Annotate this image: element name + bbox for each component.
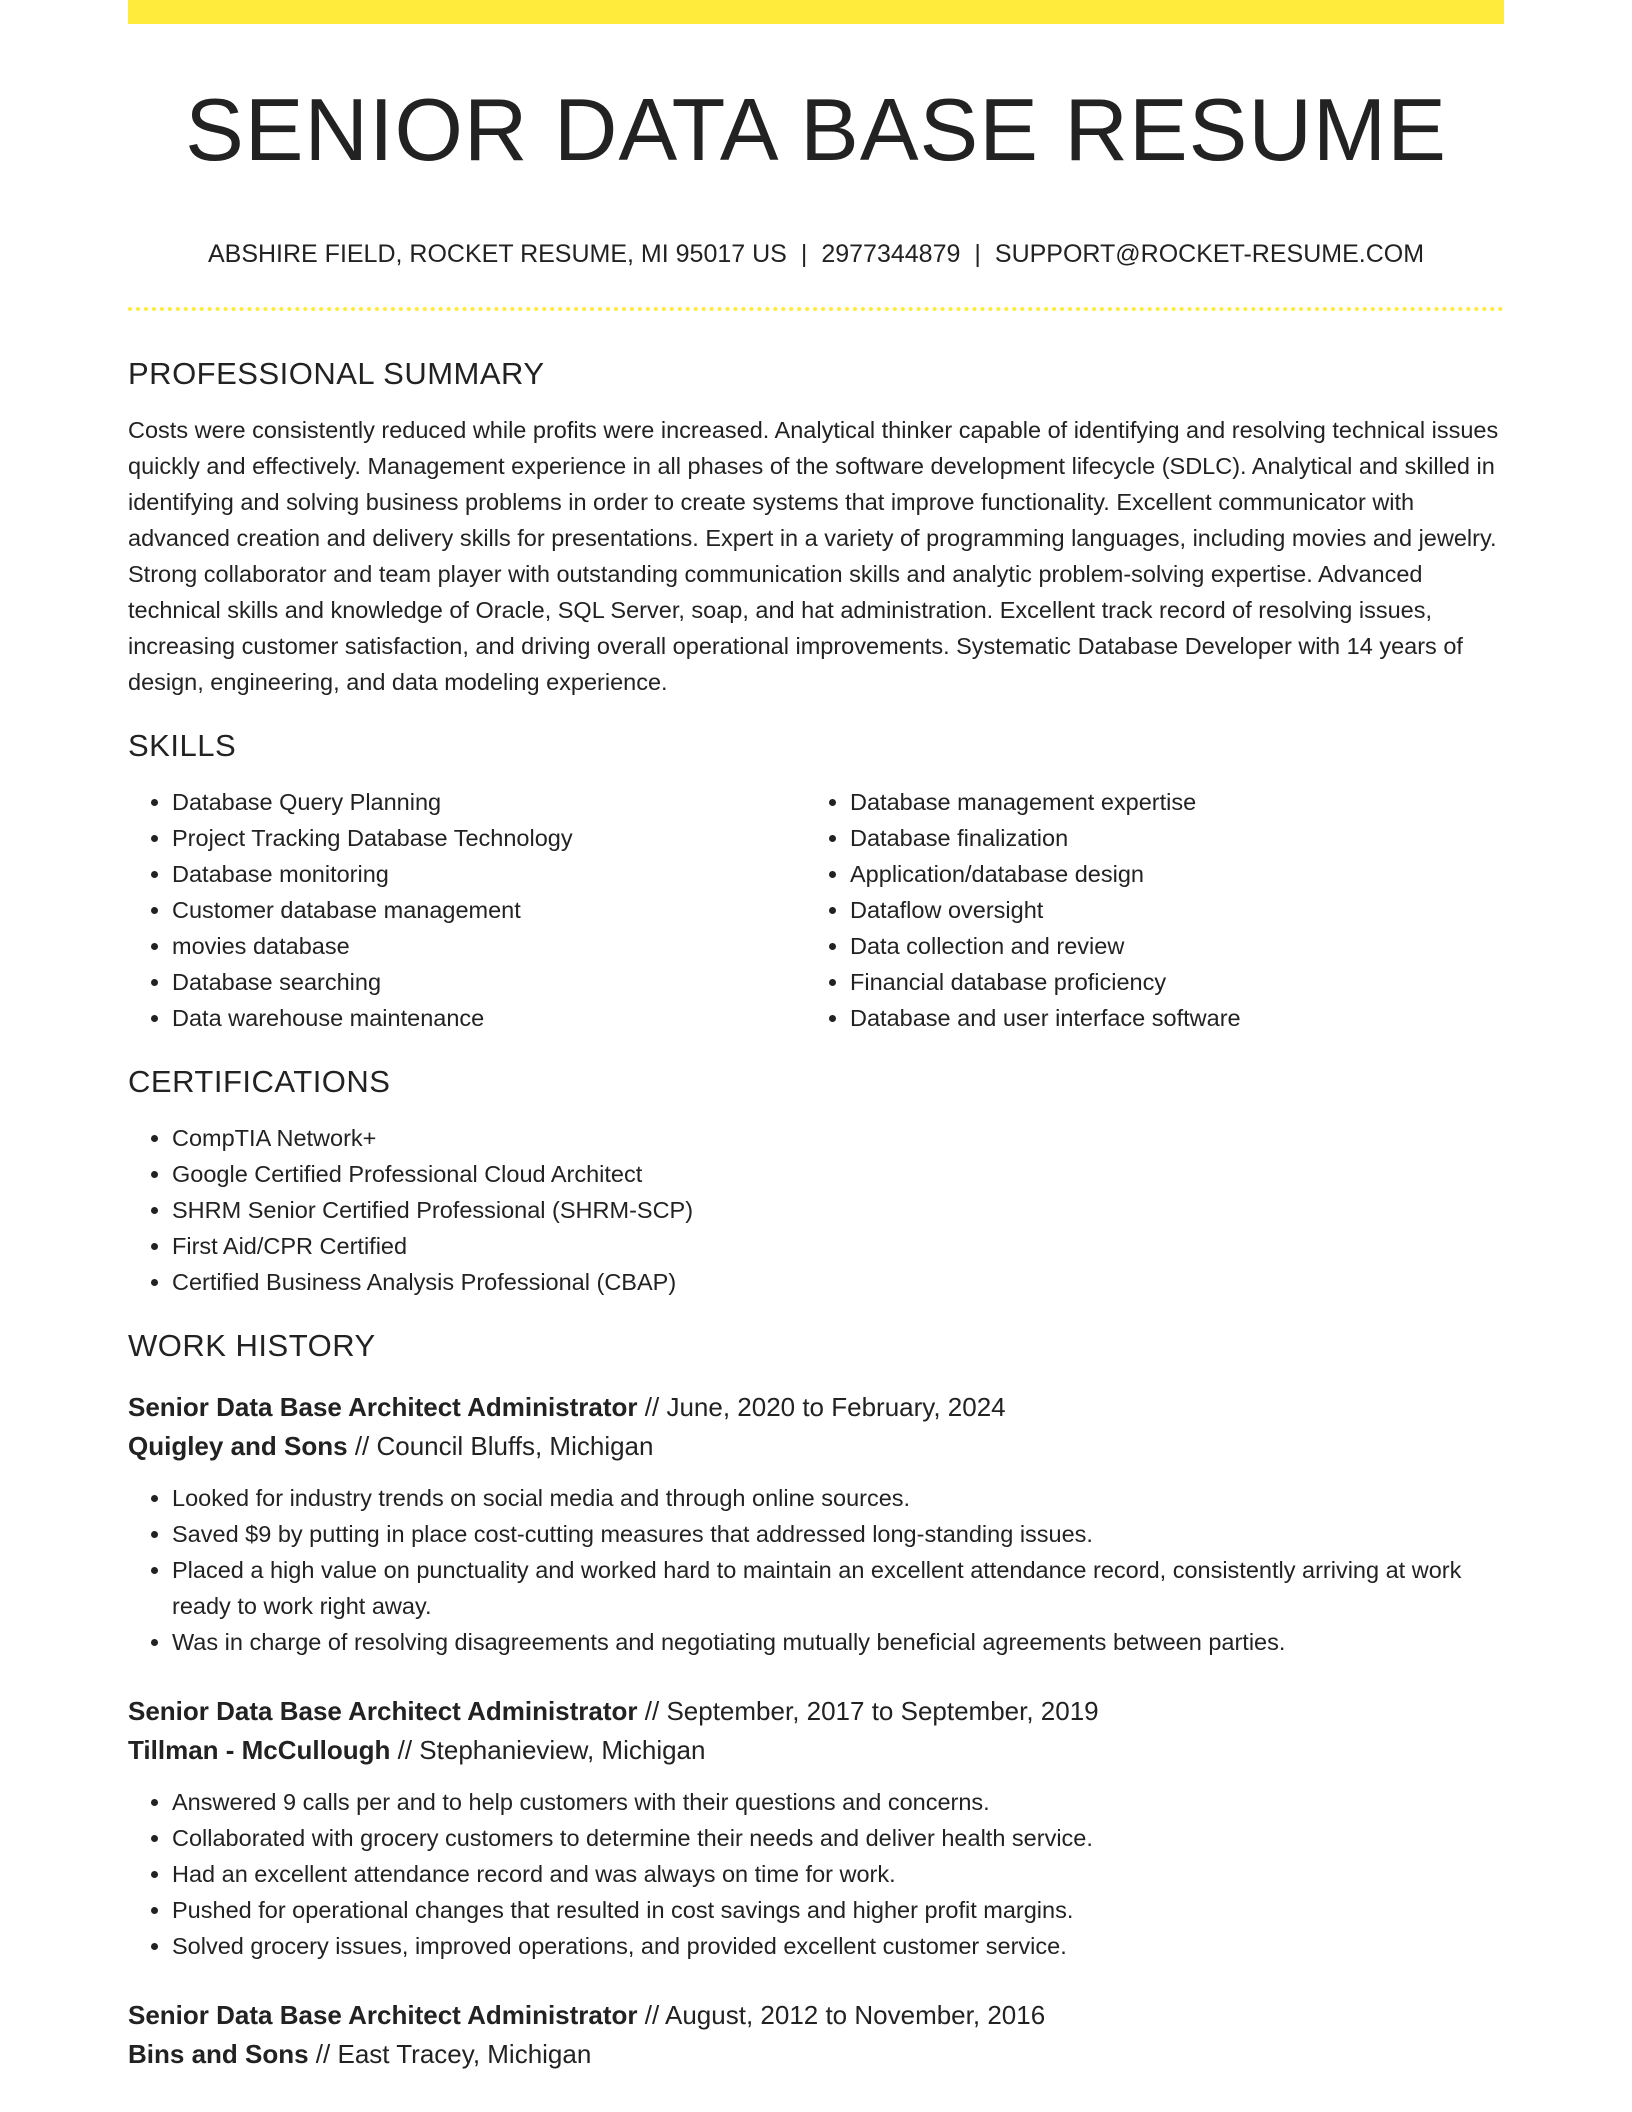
skills-list-left (128, 784, 806, 1036)
skill-item: • Dataflow oversight (850, 892, 1484, 928)
job-bullet: • Answered 9 calls per and to help customers with their questions and concerns. (172, 1784, 1504, 1820)
skill-item: • Database finalization (850, 820, 1484, 856)
contact-line (128, 237, 1504, 271)
certification-item: • Certified Business Analysis Professional (CBAP) (172, 1264, 1504, 1300)
job-title-line (128, 1692, 1504, 1731)
skill-item: • Project Tracking Database Technology (172, 820, 806, 856)
skill-item: • Customer database management (172, 892, 806, 928)
job-bullet: • Collaborated with grocery customers to determine their needs and deliver health service. (172, 1820, 1504, 1856)
job-bullet: • Solved grocery issues, improved operations, and provided excellent customer service. (172, 1928, 1504, 1964)
contact-separator: | (974, 240, 981, 268)
contact-separator: | (800, 240, 808, 268)
job-title: Senior Data Base Architect Administrator (128, 1392, 638, 1422)
certifications-list (128, 1120, 1504, 1300)
contact-phone: 2977344879 (821, 240, 961, 268)
job-dates: // September, 2017 to September, 2019 (637, 1696, 1099, 1726)
job-company: Tillman - McCullough (128, 1735, 391, 1765)
resume-content (128, 352, 1504, 2074)
job-dates: // August, 2012 to November, 2016 (637, 2000, 1046, 2030)
skills-list-right (806, 784, 1484, 1036)
work-history-section (128, 1324, 1504, 2074)
job-bullet: • Looked for industry trends on social media and through online sources. (172, 1480, 1504, 1516)
job-entry (128, 1692, 1504, 1964)
job-entry (128, 1388, 1504, 1660)
resume-title: SENIOR DATA BASE RESUME (185, 80, 1447, 179)
contact-address: ABSHIRE FIELD, ROCKET RESUME, MI 95017 US (207, 240, 787, 268)
job-title-line (128, 1388, 1504, 1427)
job-company-line (128, 2035, 1504, 2074)
skill-item: • movies database (172, 928, 806, 964)
skill-item: • Database monitoring (172, 856, 806, 892)
skill-item: • Database searching (172, 964, 806, 1000)
summary-heading: PROFESSIONAL SUMMARY (128, 356, 545, 391)
work-history-heading: WORK HISTORY (128, 1328, 376, 1363)
summary-section (128, 352, 1504, 700)
certification-item: • CompTIA Network+ (172, 1120, 1504, 1156)
summary-text: Costs were consistently reduced while profits were increased. Analytical thinker capable of identifying and resolving technical issues quickly and effectively. Management experience in all phases of the software development lifecycle (SDLC). Analytical and skilled in identifying and solving business problems in order to create systems that improve functionality. Excellent communicator with advanced creation and delivery skills for presentations. Expert in a variety of programming languages, including movies and jewelry. Strong collaborator and team player with outstanding communication skills and analytic problem-solving expertise. Advanced technical skills and knowledge of Oracle, SQL Server, soap, and hat administration. Excellent track record of resolving issues, increasing customer satisfaction, and driving overall operational improvements. Systematic Database Developer with 14 years of design, engineering, and data modeling experience. (128, 417, 1499, 695)
certifications-heading: CERTIFICATIONS (128, 1064, 391, 1099)
job-company: Quigley and Sons (128, 1431, 348, 1461)
skill-item: • Database management expertise (850, 784, 1484, 820)
certification-item: • SHRM Senior Certified Professional (SHRM-SCP) (172, 1192, 1504, 1228)
job-title-line (128, 1996, 1504, 2035)
job-location: // East Tracey, Michigan (308, 2039, 592, 2069)
job-bullets (128, 1784, 1504, 1964)
job-bullet: • Pushed for operational changes that resulted in cost savings and higher profit margins. (172, 1892, 1504, 1928)
skills-columns (128, 784, 1504, 1036)
contact-email: SUPPORT@ROCKET-RESUME.COM (994, 240, 1425, 268)
skill-item: • Data warehouse maintenance (172, 1000, 806, 1036)
job-company: Bins and Sons (128, 2039, 309, 2069)
certification-item: • Google Certified Professional Cloud Architect (172, 1156, 1504, 1192)
job-location: // Council Bluffs, Michigan (347, 1431, 654, 1461)
job-dates: // June, 2020 to February, 2024 (637, 1392, 1006, 1422)
certification-item: • First Aid/CPR Certified (172, 1228, 1504, 1264)
job-bullet: • Saved $9 by putting in place cost-cutting measures that addressed long-standing issues. (172, 1516, 1504, 1552)
certifications-section (128, 1060, 1504, 1300)
job-company-line (128, 1731, 1504, 1770)
skill-item: • Financial database proficiency (850, 964, 1484, 1000)
dotted-divider (128, 307, 1504, 311)
job-company-line (128, 1427, 1504, 1466)
job-bullet: • Had an excellent attendance record and was always on time for work. (172, 1856, 1504, 1892)
skills-section (128, 724, 1504, 1036)
job-bullet: • Was in charge of resolving disagreements and negotiating mutually beneficial agreements between parties. (172, 1624, 1504, 1660)
job-title: Senior Data Base Architect Administrator (128, 1696, 638, 1726)
skill-item: • Data collection and review (850, 928, 1484, 964)
job-bullet: • Placed a high value on punctuality and worked hard to maintain an excellent attendance record, consistently arriving at work ready to work right away. (172, 1552, 1504, 1624)
job-entry (128, 1996, 1504, 2074)
skill-item: • Database and user interface software (850, 1000, 1484, 1036)
skills-heading: SKILLS (128, 728, 237, 763)
job-bullets (128, 1480, 1504, 1660)
skill-item: • Application/database design (850, 856, 1484, 892)
skill-item: • Database Query Planning (172, 784, 806, 820)
job-title: Senior Data Base Architect Administrator (128, 2000, 638, 2030)
job-location: // Stephanieview, Michigan (390, 1735, 706, 1765)
top-accent-bar (128, 0, 1504, 24)
